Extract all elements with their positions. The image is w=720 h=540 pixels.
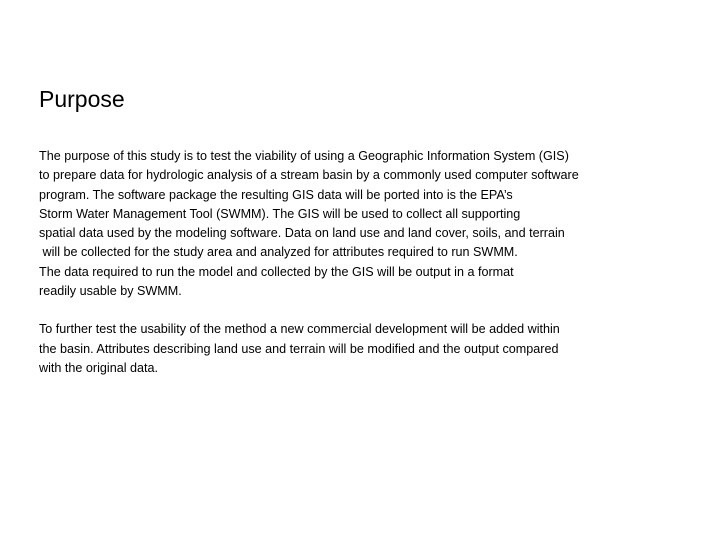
text-line: Storm Water Management Tool (SWMM). The GIS will be used to collect all supporting	[39, 206, 521, 221]
text-line: spatial data used by the modeling software. Data on land use and land cover, soils, and terrain	[39, 226, 565, 241]
text-line: The purpose of this study is to test the viability of using a Geographic Information System (GIS)	[39, 149, 569, 163]
paragraph-further-test	[39, 320, 699, 378]
text-line: To further test the usability of the method a new commercial development will be added within	[39, 322, 560, 337]
slide-title: Purpose	[39, 86, 125, 112]
slide-body	[39, 147, 699, 378]
text-line: will be collected for the study area and analyzed for attributes required to run SWMM.	[39, 245, 518, 260]
text-line: to prepare data for hydrologic analysis of a stream basin by a commonly used computer software	[39, 168, 579, 183]
paragraph-purpose	[39, 147, 699, 301]
text-line: readily usable by SWMM.	[39, 284, 182, 299]
paragraph-spacer	[39, 301, 699, 320]
text-line: the basin. Attributes describing land use and terrain will be modified and the output compared	[39, 341, 559, 356]
text-line: program. The software package the resulting GIS data will be ported into is the EPA’s	[39, 187, 513, 202]
text-line: The data required to run the model and collected by the GIS will be output in a format	[39, 264, 514, 279]
text-line: with the original data.	[39, 360, 159, 375]
